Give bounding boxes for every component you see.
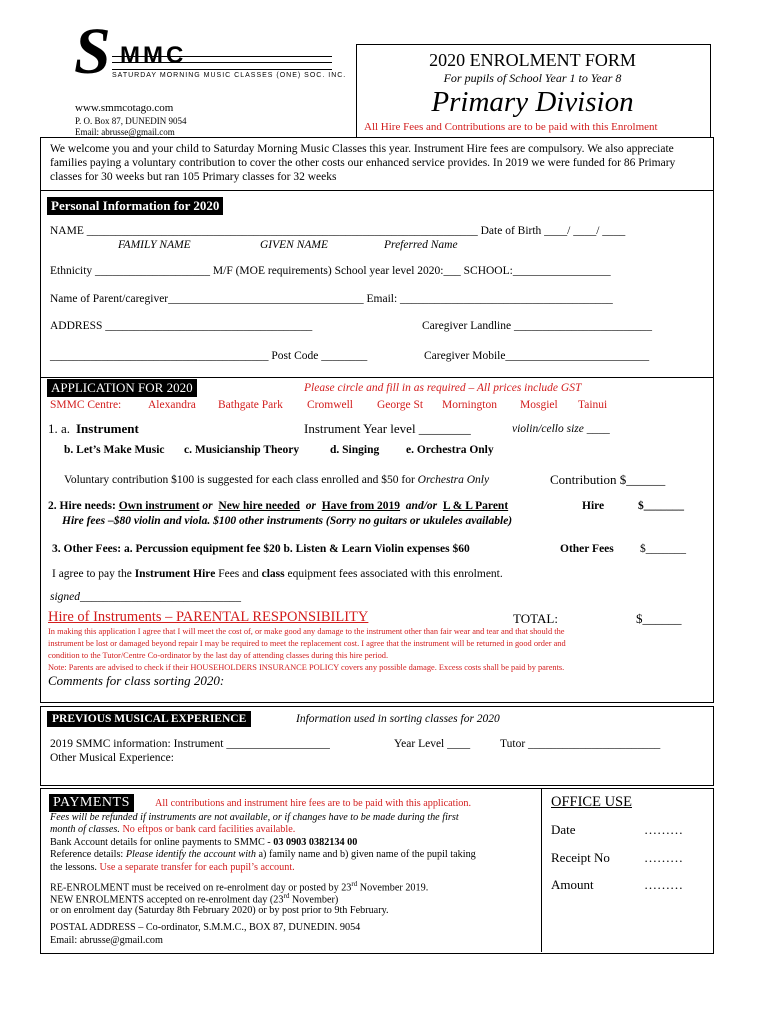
- hire-amount[interactable]: $_______: [638, 500, 684, 512]
- postcode-field[interactable]: ______________________________________ Post Code ________: [50, 350, 368, 362]
- option-lets-make-music[interactable]: b. Let’s Make Music: [64, 444, 165, 456]
- voluntary-label: Voluntary contribution $100 is suggested for each class enrolled and $50 for: [64, 474, 415, 486]
- other-fees-line: 3. Other Fees: a. Percussion equipment fee $20 b. Listen & Learn Violin expenses $60: [52, 543, 470, 555]
- centre-label: SMMC Centre:: [50, 399, 122, 411]
- reference-post: a) family name and b) given name of the pupil taking: [258, 849, 476, 860]
- mobile-field[interactable]: Caregiver Mobile_________________________: [424, 350, 650, 362]
- new-enrolments-post: November): [289, 894, 339, 906]
- po-box: P. O. Box 87, DUNEDIN 9054: [75, 116, 187, 126]
- centre-bathgate-park[interactable]: Bathgate Park: [218, 399, 283, 411]
- address-field[interactable]: ADDRESS ____________________________________: [50, 320, 313, 332]
- agree-class: class: [261, 568, 285, 580]
- item1-prefix: 1. a.: [48, 421, 71, 436]
- website[interactable]: www.smmcotago.com: [75, 102, 174, 114]
- form-title: 2020 ENROLMENT FORM: [429, 50, 636, 70]
- reference-separate: Use a separate transfer for each pupil’s account.: [99, 862, 295, 873]
- centre-cromwell[interactable]: Cromwell: [307, 399, 353, 411]
- reenrolment-text: RE-ENROLMENT must be received on re-enrolment day or posted by 23: [50, 882, 352, 894]
- parental-text-1: In making this application I agree that I will meet the cost of, or make good any damage to the instrument other than fair wear and tear and that should the: [48, 627, 565, 636]
- hire-label: Hire: [582, 500, 605, 512]
- agree-post: equipment fees associated with this enrolment.: [287, 568, 503, 580]
- refund-line-1: Fees will be refunded if instruments are not available, or if changes have to be made during the first: [50, 812, 459, 823]
- welcome-text: We welcome you and your child to Saturday Morning Music Classes this year. Instrument Hire fees are compulsory. We also appreciate families paying a voluntary contribution to cover the other costs our enhanced service provides. In 2019 we were funded for 86 Primary classes for 30 weeks but ran 105 Primary classes for 32 weeks: [50, 143, 676, 183]
- item2-line: [48, 500, 508, 512]
- hire-fees-note: Hire fees –$80 violin and viola. $100 other instruments (Sorry no guitars or ukuleles available): [62, 515, 513, 527]
- parent-field[interactable]: Name of Parent/caregiver__________________________________ Email: _____________________________________: [50, 293, 613, 305]
- no-eftpos: No eftpos or bank card facilities available.: [122, 824, 296, 835]
- bank-line: [50, 837, 357, 848]
- voluntary-display: [64, 474, 489, 486]
- ethnicity-field[interactable]: Ethnicity ____________________ M/F (MOE requirements) School year level 2020:___ SCHOOL:_________________: [50, 265, 611, 277]
- centre-tainui[interactable]: Tainui: [578, 399, 608, 411]
- office-amount-label: Amount: [551, 877, 594, 892]
- division-title: Primary Division: [431, 86, 634, 118]
- total-label: TOTAL:: [513, 611, 558, 626]
- reenrolment-post: November 2019.: [357, 882, 429, 894]
- office-amount-value[interactable]: ………: [644, 877, 683, 892]
- item2-prefix: 2. Hire needs:: [48, 500, 116, 512]
- family-name-label: FAMILY NAME: [118, 239, 191, 251]
- office-date-value[interactable]: ………: [644, 822, 683, 837]
- logo-text: MMC: [120, 42, 187, 69]
- agree-line: [52, 568, 503, 580]
- other-experience-field[interactable]: Other Musical Experience:: [50, 752, 174, 764]
- previous-heading: PREVIOUS MUSICAL EXPERIENCE: [47, 711, 251, 727]
- previous-note: Information used in sorting classes for 2020: [296, 713, 500, 725]
- voluntary-orchestra: Orchestra Only: [417, 474, 490, 486]
- header-email: Email: abrusse@gmail.com: [75, 127, 175, 137]
- centre-george-st[interactable]: George St: [377, 399, 424, 411]
- other-fees-label: Other Fees: [560, 543, 614, 555]
- option-musicianship-theory[interactable]: c. Musicianship Theory: [184, 444, 300, 456]
- agree-hire: Instrument Hire: [134, 568, 216, 580]
- logo-stave: [112, 56, 332, 70]
- or-1: or: [202, 500, 213, 512]
- item1-size[interactable]: violin/cello size ____: [512, 423, 610, 435]
- logo-tagline: SATURDAY MORNING MUSIC CLASSES (ONE) SOC. INC.: [112, 72, 347, 79]
- agree-mid: Fees and: [218, 568, 259, 580]
- bank-account-number: 03 0903 0382134 00: [273, 837, 358, 848]
- office-receipt-label: Receipt No: [551, 850, 610, 865]
- name-field[interactable]: NAME ____________________________________________________________________ Date of Birth ____/ ____/ ____: [50, 225, 626, 237]
- year-level-field[interactable]: Year Level ____: [394, 738, 471, 750]
- and-or: and/or: [405, 500, 438, 512]
- comments-label[interactable]: Comments for class sorting 2020:: [48, 673, 225, 688]
- refund-line-2: [50, 824, 295, 835]
- option-have-from-2019[interactable]: Have from 2019: [321, 500, 401, 512]
- landline-field[interactable]: Caregiver Landline ________________________: [422, 320, 652, 332]
- enrolment-day-line: or on enrolment day (Saturday 8th February 2020) or by post prior to 9th February.: [50, 905, 389, 916]
- item1-instrument[interactable]: Instrument: [76, 421, 139, 436]
- new-enrolments-line: [50, 892, 338, 905]
- reference-line: [50, 849, 476, 860]
- parental-text-2: instrument be lost or damaged beyond repair I may be required to meet the replacement cost. I agree that the instrument will be returned in good order and: [48, 639, 566, 648]
- total-amount[interactable]: $______: [636, 611, 682, 626]
- parental-heading: Hire of Instruments – PARENTAL RESPONSIBILITY: [48, 609, 369, 625]
- logo-letter: S: [74, 15, 109, 88]
- centre-alexandra[interactable]: Alexandra: [148, 399, 196, 411]
- item1-level[interactable]: Instrument Year level ________: [304, 421, 471, 436]
- logo-stave-line: [112, 62, 332, 63]
- contribution-field[interactable]: Contribution $______: [550, 472, 666, 487]
- payments-intro: All contributions and instrument hire fees are to be paid with this application.: [155, 798, 472, 809]
- circle-note: Please circle and fill in as required – All prices include GST: [304, 382, 582, 394]
- refund-month: month of classes.: [50, 824, 120, 835]
- payments-heading: PAYMENTS: [49, 794, 134, 812]
- payments-email: Email: abrusse@gmail.com: [50, 935, 163, 946]
- or-2: or: [305, 500, 316, 512]
- option-new-hire[interactable]: New hire needed: [218, 500, 300, 512]
- centre-mosgiel[interactable]: Mosgiel: [520, 399, 558, 411]
- application-heading: APPLICATION FOR 2020: [47, 379, 197, 397]
- new-enrolments-text: NEW ENROLMENTS accepted on re-enrolment day (23: [50, 894, 284, 906]
- reference-label: Reference details:: [50, 849, 124, 860]
- office-date-label: Date: [551, 822, 576, 837]
- office-receipt-value[interactable]: ………: [644, 850, 683, 865]
- given-name-label: GIVEN NAME: [260, 239, 329, 251]
- reenrolment-sup: rd: [351, 880, 358, 888]
- reference-line-2: [50, 862, 295, 873]
- smmc-info-field[interactable]: 2019 SMMC information: Instrument __________________: [50, 738, 330, 750]
- reference-italic: Please identify the account with: [125, 849, 256, 860]
- centre-mornington[interactable]: Mornington: [442, 399, 497, 411]
- parental-note: Note: Parents are advised to check if their HOUSEHOLDERS INSURANCE POLICY covers any possible damage. Excess costs shall be paid by parents.: [48, 663, 565, 672]
- reference-lessons: the lessons.: [50, 862, 97, 873]
- personal-heading: Personal Information for 2020: [47, 197, 223, 215]
- signature-field[interactable]: signed____________________________: [50, 591, 242, 603]
- new-enrolments-sup: rd: [283, 892, 290, 900]
- form-subtitle: For pupils of School Year 1 to Year 8: [443, 71, 622, 85]
- logo: [60, 15, 347, 88]
- postal-address: POSTAL ADDRESS – Co-ordinator, S.M.M.C., BOX 87, DUNEDIN. 9054: [50, 922, 361, 933]
- office-use-heading: OFFICE USE: [551, 794, 632, 810]
- other-fees-amount[interactable]: $_______: [640, 543, 686, 555]
- preferred-name-label: Preferred Name: [384, 239, 458, 251]
- bank-label: Bank Account details for online payments to SMMC -: [50, 837, 271, 848]
- office-divider: [541, 788, 542, 952]
- option-own-instrument[interactable]: Own instrument: [118, 500, 200, 512]
- option-l-and-l-parent[interactable]: L & L Parent: [442, 500, 509, 512]
- hire-note: All Hire Fees and Contributions are to be paid with this Enrolment: [364, 121, 658, 133]
- option-orchestra-only[interactable]: e. Orchestra Only: [406, 444, 494, 456]
- option-singing[interactable]: d. Singing: [330, 444, 380, 456]
- agree-pre: I agree to pay the: [52, 568, 132, 580]
- tutor-field[interactable]: Tutor _______________________: [500, 738, 661, 750]
- parental-text-3: condition to the Tutor/Centre Co-ordinator by the last day of attending classes during this hire period.: [48, 651, 389, 660]
